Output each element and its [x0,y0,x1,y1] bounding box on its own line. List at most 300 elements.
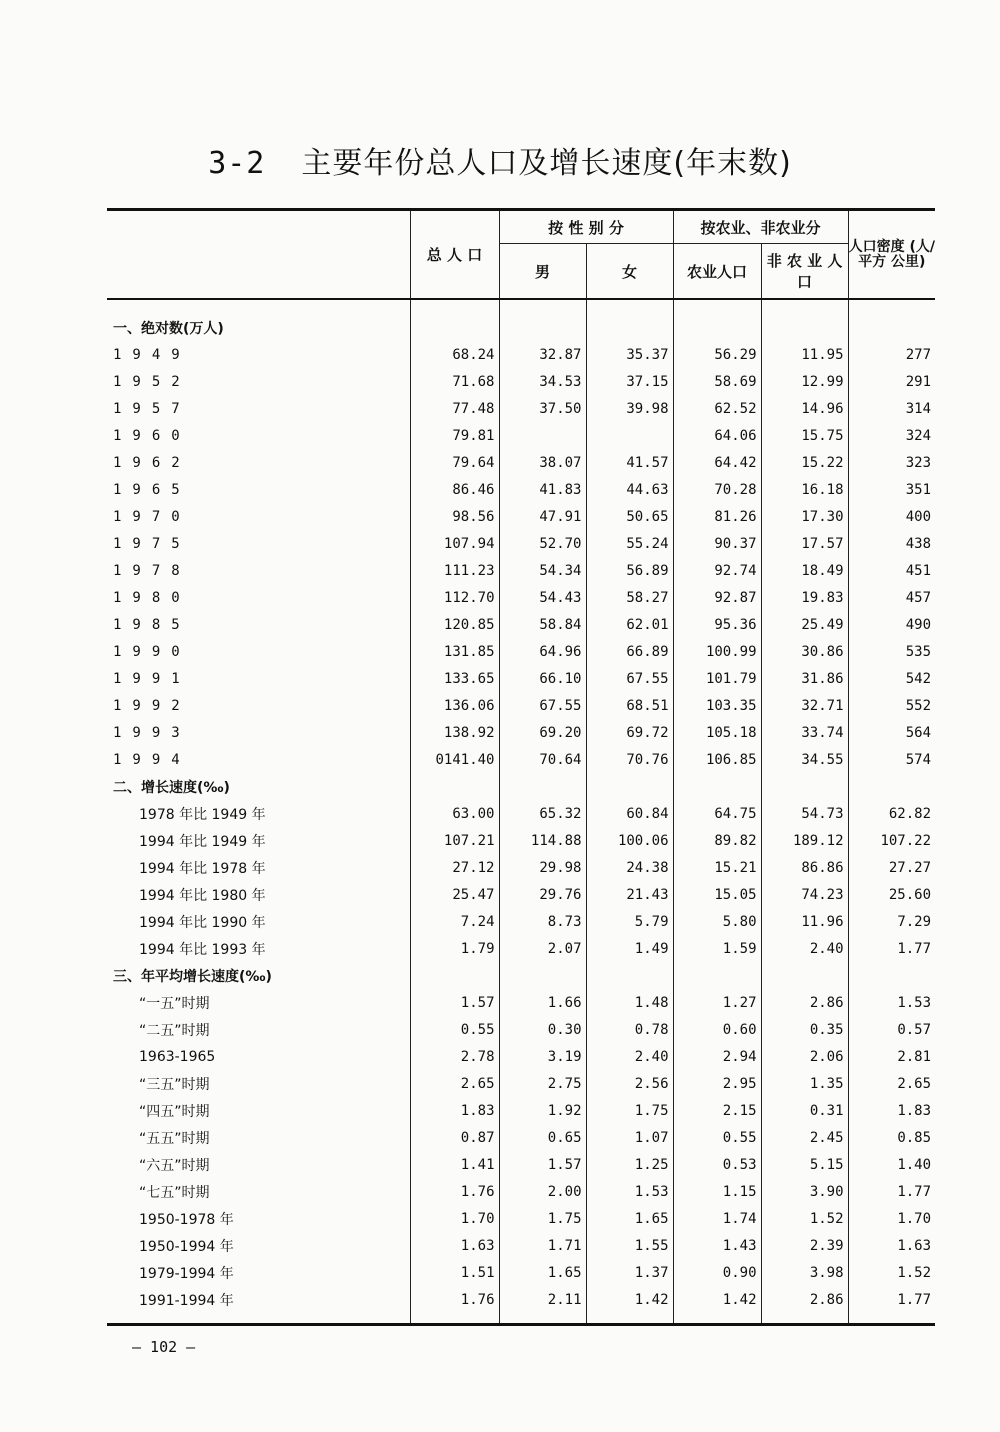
table-row [107,1070,935,1097]
total-cell: 2.65 [410,1070,499,1097]
row-label: 1949 [113,346,191,363]
row-label: 1992 [113,697,191,714]
density-cell [848,773,935,800]
nonagri-cell: 17.57 [761,530,848,557]
row-label: 1965 [113,481,191,498]
total-cell: 112.70 [410,584,499,611]
total-cell: 1.63 [410,1232,499,1259]
row-label: 1979-1994 年 [139,1265,234,1282]
nonagri-cell: 2.86 [761,1286,848,1325]
male-cell [499,422,586,449]
total-cell: 63.00 [410,800,499,827]
table-row [107,1232,935,1259]
total-cell [410,299,499,341]
male-cell: 1.75 [499,1205,586,1232]
female-cell: 1.25 [586,1151,673,1178]
total-cell: 86.46 [410,476,499,503]
nonagri-cell: 2.39 [761,1232,848,1259]
total-cell: 136.06 [410,692,499,719]
male-cell: 70.64 [499,746,586,773]
male-cell: 67.55 [499,692,586,719]
density-cell: 1.40 [848,1151,935,1178]
agri-cell: 58.69 [673,368,761,395]
female-cell: 56.89 [586,557,673,584]
total-cell: 111.23 [410,557,499,584]
male-cell: 0.30 [499,1016,586,1043]
total-cell: 1.70 [410,1205,499,1232]
density-cell: 457 [848,584,935,611]
total-cell: 0141.40 [410,746,499,773]
agri-cell [673,299,761,341]
table-row [107,1151,935,1178]
row-label: 一、绝对数(万人) [113,320,224,337]
male-cell: 47.91 [499,503,586,530]
female-cell: 2.40 [586,1043,673,1070]
total-cell [410,773,499,800]
row-label: 1975 [113,535,191,552]
density-cell: 107.22 [848,827,935,854]
total-cell: 1.41 [410,1151,499,1178]
row-label: 1994 年比 1990 年 [139,914,266,931]
agri-cell: 100.99 [673,638,761,665]
density-cell: 1.53 [848,989,935,1016]
density-cell [848,299,935,341]
density-cell: 323 [848,449,935,476]
total-cell [410,962,499,989]
nonagri-cell: 11.95 [761,341,848,368]
nonagri-cell: 30.86 [761,638,848,665]
male-cell: 2.00 [499,1178,586,1205]
total-cell: 79.81 [410,422,499,449]
density-cell: 438 [848,530,935,557]
total-cell: 71.68 [410,368,499,395]
table-row [107,827,935,854]
table-row [107,611,935,638]
by-agri-header: 按农业、非农业分 [673,210,848,244]
female-cell: 39.98 [586,395,673,422]
density-cell: 1.77 [848,1178,935,1205]
table-row [107,638,935,665]
female-cell: 1.65 [586,1205,673,1232]
nonagri-cell: 3.90 [761,1178,848,1205]
row-label: 1950-1978 年 [139,1211,234,1228]
density-cell: 277 [848,341,935,368]
density-cell: 2.65 [848,1070,935,1097]
agri-cell: 62.52 [673,395,761,422]
female-cell [586,962,673,989]
agri-cell: 92.74 [673,557,761,584]
table-row [107,503,935,530]
density-cell [848,962,935,989]
row-label: 1978 [113,562,191,579]
row-label: 1950-1994 年 [139,1238,234,1255]
female-cell: 69.72 [586,719,673,746]
agri-cell: 56.29 [673,341,761,368]
nonagri-cell: 25.49 [761,611,848,638]
table-row [107,368,935,395]
agri-cell: 106.85 [673,746,761,773]
section-row [107,299,935,341]
total-cell: 133.65 [410,665,499,692]
male-cell: 1.57 [499,1151,586,1178]
nonagri-cell: 12.99 [761,368,848,395]
male-cell [499,962,586,989]
nonagri-header: 非 农 业 人 口 [761,244,848,300]
nonagri-cell: 74.23 [761,881,848,908]
male-cell: 29.98 [499,854,586,881]
table-row [107,800,935,827]
row-label: 1960 [113,427,191,444]
nonagri-cell: 54.73 [761,800,848,827]
agri-cell: 103.35 [673,692,761,719]
section-row [107,962,935,989]
density-cell: 400 [848,503,935,530]
agri-cell: 1.42 [673,1286,761,1325]
male-cell: 37.50 [499,395,586,422]
row-label: “二五”时期 [139,1022,210,1039]
table-row [107,1286,935,1325]
total-cell: 138.92 [410,719,499,746]
row-label: 1994 年比 1978 年 [139,860,266,877]
row-label: 1994 [113,751,191,768]
agri-header: 农业人口 [673,244,761,300]
row-label: 1994 年比 1980 年 [139,887,266,904]
density-cell: 564 [848,719,935,746]
nonagri-cell: 189.12 [761,827,848,854]
row-label: 1991-1994 年 [107,1286,410,1325]
nonagri-cell [761,962,848,989]
agri-cell [673,773,761,800]
nonagri-cell: 18.49 [761,557,848,584]
nonagri-cell: 2.06 [761,1043,848,1070]
female-cell: 1.53 [586,1178,673,1205]
female-cell: 67.55 [586,665,673,692]
male-cell: 1.71 [499,1232,586,1259]
total-cell: 131.85 [410,638,499,665]
female-cell: 1.49 [586,935,673,962]
table-row [107,989,935,1016]
nonagri-cell: 32.71 [761,692,848,719]
nonagri-cell: 11.96 [761,908,848,935]
table-row [107,584,935,611]
female-cell: 1.07 [586,1124,673,1151]
agri-cell: 105.18 [673,719,761,746]
male-cell: 66.10 [499,665,586,692]
nonagri-cell: 34.55 [761,746,848,773]
total-cell: 7.24 [410,908,499,935]
male-cell: 54.43 [499,584,586,611]
agri-cell: 15.21 [673,854,761,881]
table-title: 主要年份总人口及增长速度(年末数) [301,146,792,181]
nonagri-cell: 3.98 [761,1259,848,1286]
agri-cell: 89.82 [673,827,761,854]
nonagri-cell: 31.86 [761,665,848,692]
total-cell: 1.83 [410,1097,499,1124]
male-cell: 114.88 [499,827,586,854]
row-label: 1952 [113,373,191,390]
density-cell: 291 [848,368,935,395]
agri-cell [673,962,761,989]
male-cell: 69.20 [499,719,586,746]
by-sex-header: 按 性 别 分 [499,210,673,244]
agri-cell: 64.42 [673,449,761,476]
female-cell: 37.15 [586,368,673,395]
row-label: 1994 年比 1993 年 [139,941,266,958]
nonagri-cell: 86.86 [761,854,848,881]
density-cell: 490 [848,611,935,638]
nonagri-cell: 16.18 [761,476,848,503]
total-cell: 1.76 [410,1178,499,1205]
row-label: 1962 [113,454,191,471]
male-cell: 32.87 [499,341,586,368]
male-cell: 2.07 [499,935,586,962]
nonagri-cell: 33.74 [761,719,848,746]
total-cell: 120.85 [410,611,499,638]
row-label: 二、增长速度(‰) [113,779,230,796]
agri-cell: 1.43 [673,1232,761,1259]
density-cell: 1.63 [848,1232,935,1259]
table-row [107,557,935,584]
male-cell [499,299,586,341]
table-row [107,935,935,962]
male-cell: 41.83 [499,476,586,503]
female-cell: 1.48 [586,989,673,1016]
female-cell [586,422,673,449]
density-header: 人口密度 (人/平方 公里) [848,210,935,300]
male-cell: 1.65 [499,1259,586,1286]
nonagri-cell: 0.31 [761,1097,848,1124]
agri-cell: 95.36 [673,611,761,638]
male-header: 男 [499,244,586,300]
male-cell: 0.65 [499,1124,586,1151]
total-header: 总 人 口 [410,210,499,300]
table-row [107,881,935,908]
density-cell: 62.82 [848,800,935,827]
table-row [107,719,935,746]
density-cell: 574 [848,746,935,773]
female-cell: 1.37 [586,1259,673,1286]
density-cell: 535 [848,638,935,665]
nonagri-cell: 2.86 [761,989,848,1016]
total-cell: 1.51 [410,1259,499,1286]
female-cell [586,299,673,341]
female-cell: 35.37 [586,341,673,368]
agri-cell: 15.05 [673,881,761,908]
density-cell: 0.57 [848,1016,935,1043]
male-cell: 64.96 [499,638,586,665]
row-label: “三五”时期 [139,1076,210,1093]
female-cell: 24.38 [586,854,673,881]
total-cell: 68.24 [410,341,499,368]
agri-cell: 1.74 [673,1205,761,1232]
total-cell: 27.12 [410,854,499,881]
male-cell: 65.32 [499,800,586,827]
agri-cell: 81.26 [673,503,761,530]
row-label: 1991 [113,670,191,687]
nonagri-cell: 19.83 [761,584,848,611]
density-cell: 542 [848,665,935,692]
total-cell: 98.56 [410,503,499,530]
row-label: 1963-1965 [139,1048,216,1065]
density-cell: 7.29 [848,908,935,935]
male-cell: 38.07 [499,449,586,476]
stub-header [107,210,410,300]
agri-cell: 64.75 [673,800,761,827]
agri-cell: 0.60 [673,1016,761,1043]
total-cell: 79.64 [410,449,499,476]
male-cell: 54.34 [499,557,586,584]
female-cell: 58.27 [586,584,673,611]
row-label: “一五”时期 [139,995,210,1012]
row-label: “四五”时期 [139,1103,210,1120]
nonagri-cell: 1.35 [761,1070,848,1097]
total-cell: 107.94 [410,530,499,557]
density-cell: 1.52 [848,1259,935,1286]
agri-cell: 92.87 [673,584,761,611]
nonagri-cell: 15.22 [761,449,848,476]
nonagri-cell: 0.35 [761,1016,848,1043]
total-cell: 77.48 [410,395,499,422]
row-label: “六五”时期 [139,1157,210,1174]
female-cell: 21.43 [586,881,673,908]
row-label: 1957 [113,400,191,417]
row-label: “七五”时期 [139,1184,210,1201]
total-cell: 25.47 [410,881,499,908]
density-cell: 451 [848,557,935,584]
male-cell: 2.11 [499,1286,586,1325]
table-row [107,1043,935,1070]
density-cell: 1.70 [848,1205,935,1232]
total-cell: 107.21 [410,827,499,854]
nonagri-cell: 14.96 [761,395,848,422]
female-cell: 1.75 [586,1097,673,1124]
density-cell: 314 [848,395,935,422]
agri-cell: 101.79 [673,665,761,692]
nonagri-cell: 15.75 [761,422,848,449]
density-cell: 1.83 [848,1097,935,1124]
female-cell: 62.01 [586,611,673,638]
table-row [107,1124,935,1151]
density-cell: 0.85 [848,1124,935,1151]
table-row [107,422,935,449]
table-body [107,299,935,1325]
female-cell: 2.56 [586,1070,673,1097]
female-cell: 44.63 [586,476,673,503]
male-cell: 52.70 [499,530,586,557]
table-number: 3-2 [208,146,266,181]
table-row [107,1205,935,1232]
agri-cell: 0.90 [673,1259,761,1286]
table-row [107,854,935,881]
nonagri-cell: 2.45 [761,1124,848,1151]
nonagri-cell [761,773,848,800]
table-row [107,449,935,476]
nonagri-cell [761,299,848,341]
density-cell: 25.60 [848,881,935,908]
table-row [107,476,935,503]
section-row [107,773,935,800]
female-cell: 50.65 [586,503,673,530]
table-row [107,692,935,719]
density-cell: 27.27 [848,854,935,881]
total-cell: 1.76 [410,1286,499,1325]
agri-cell: 90.37 [673,530,761,557]
male-cell: 29.76 [499,881,586,908]
total-cell: 0.87 [410,1124,499,1151]
density-cell: 1.77 [848,935,935,962]
page-title [0,138,1000,182]
table-row [107,1016,935,1043]
total-cell: 2.78 [410,1043,499,1070]
table-row [107,1178,935,1205]
table-row [107,1097,935,1124]
table-row [107,746,935,773]
density-cell: 351 [848,476,935,503]
agri-cell: 2.94 [673,1043,761,1070]
table-row [107,530,935,557]
row-label: 1990 [113,643,191,660]
female-cell: 100.06 [586,827,673,854]
agri-cell: 0.53 [673,1151,761,1178]
density-cell: 552 [848,692,935,719]
page-number: — 102 — [132,1338,196,1356]
agri-cell: 0.55 [673,1124,761,1151]
population-table [107,208,935,1326]
total-cell: 1.79 [410,935,499,962]
female-cell: 0.78 [586,1016,673,1043]
table-row [107,341,935,368]
density-cell: 324 [848,422,935,449]
agri-cell: 2.15 [673,1097,761,1124]
agri-cell: 70.28 [673,476,761,503]
agri-cell: 5.80 [673,908,761,935]
agri-cell: 1.27 [673,989,761,1016]
male-cell: 1.92 [499,1097,586,1124]
female-cell: 41.57 [586,449,673,476]
nonagri-cell: 5.15 [761,1151,848,1178]
agri-cell: 1.15 [673,1178,761,1205]
nonagri-cell: 17.30 [761,503,848,530]
row-label: 1978 年比 1949 年 [139,806,266,823]
female-cell: 60.84 [586,800,673,827]
row-label: “五五”时期 [139,1130,210,1147]
total-cell: 0.55 [410,1016,499,1043]
agri-cell: 64.06 [673,422,761,449]
total-cell: 1.57 [410,989,499,1016]
female-cell [586,773,673,800]
table-row [107,665,935,692]
table-row [107,1259,935,1286]
row-label: 三、年平均增长速度(‰) [113,968,272,985]
row-label: 1994 年比 1949 年 [139,833,266,850]
female-cell: 5.79 [586,908,673,935]
table-row [107,908,935,935]
female-cell: 1.55 [586,1232,673,1259]
table-row [107,395,935,422]
male-cell: 1.66 [499,989,586,1016]
density-cell: 2.81 [848,1043,935,1070]
female-cell: 66.89 [586,638,673,665]
female-header: 女 [586,244,673,300]
male-cell: 34.53 [499,368,586,395]
row-label: 1993 [113,724,191,741]
agri-cell: 2.95 [673,1070,761,1097]
nonagri-cell: 2.40 [761,935,848,962]
row-label: 1980 [113,589,191,606]
row-label: 1985 [113,616,191,633]
nonagri-cell: 1.52 [761,1205,848,1232]
density-cell: 1.77 [848,1286,935,1325]
